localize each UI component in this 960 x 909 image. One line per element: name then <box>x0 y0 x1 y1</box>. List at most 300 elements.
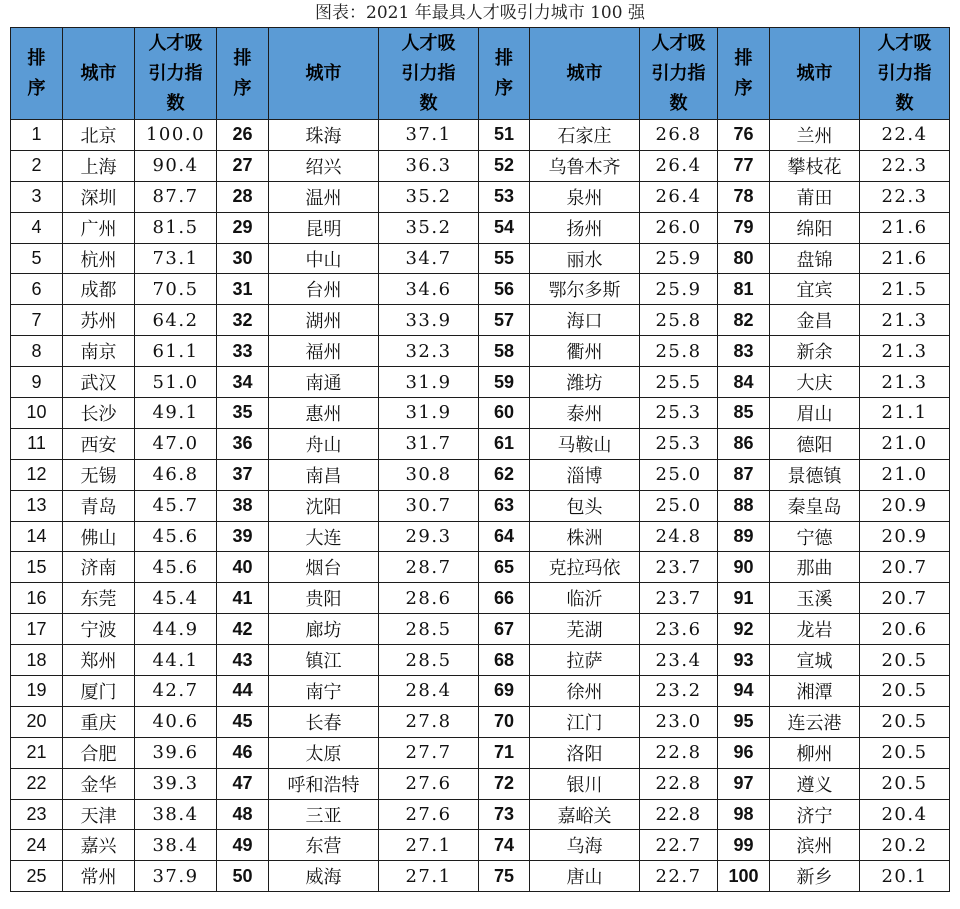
index-cell: 23.6 <box>640 614 718 645</box>
rank-cell: 49 <box>217 830 269 861</box>
city-cell: 泰州 <box>530 398 640 429</box>
rank-cell: 29 <box>217 212 269 243</box>
city-cell: 三亚 <box>269 799 379 830</box>
index-cell: 38.4 <box>135 799 217 830</box>
index-cell: 28.6 <box>379 583 479 614</box>
index-cell: 25.0 <box>640 490 718 521</box>
rank-cell: 84 <box>718 367 770 398</box>
city-cell: 舟山 <box>269 428 379 459</box>
rank-cell: 55 <box>479 243 530 274</box>
table-row <box>11 583 950 614</box>
index-cell: 33.9 <box>379 305 479 336</box>
city-cell: 银川 <box>530 768 640 799</box>
index-cell: 40.6 <box>135 706 217 737</box>
rank-cell: 53 <box>479 181 530 212</box>
city-cell: 潍坊 <box>530 367 640 398</box>
index-cell: 31.9 <box>379 367 479 398</box>
rank-cell: 15 <box>11 552 63 583</box>
city-cell: 太原 <box>269 737 379 768</box>
rank-cell: 67 <box>479 614 530 645</box>
index-cell: 45.6 <box>135 552 217 583</box>
table-row <box>11 336 950 367</box>
rank-cell: 87 <box>718 459 770 490</box>
city-cell: 南京 <box>63 336 135 367</box>
city-cell: 厦门 <box>63 676 135 707</box>
index-cell: 29.3 <box>379 521 479 552</box>
index-cell: 35.2 <box>379 181 479 212</box>
index-cell: 28.4 <box>379 676 479 707</box>
index-cell: 20.5 <box>860 706 950 737</box>
rank-cell: 6 <box>11 274 63 305</box>
rank-cell: 3 <box>11 181 63 212</box>
header-row <box>11 28 950 120</box>
index-cell: 73.1 <box>135 243 217 274</box>
rank-cell: 2 <box>11 150 63 181</box>
index-cell: 20.6 <box>860 614 950 645</box>
table-row <box>11 367 950 398</box>
index-cell: 25.8 <box>640 336 718 367</box>
rank-cell: 81 <box>718 274 770 305</box>
city-cell: 新余 <box>770 336 860 367</box>
rank-cell: 33 <box>217 336 269 367</box>
index-cell: 36.3 <box>379 150 479 181</box>
city-cell: 佛山 <box>63 521 135 552</box>
rank-cell: 100 <box>718 861 770 892</box>
city-cell: 常州 <box>63 861 135 892</box>
table-row <box>11 799 950 830</box>
rank-cell: 5 <box>11 243 63 274</box>
city-cell: 郑州 <box>63 645 135 676</box>
rank-cell: 54 <box>479 212 530 243</box>
index-cell: 21.3 <box>860 305 950 336</box>
index-cell: 100.0 <box>135 120 217 151</box>
rank-cell: 93 <box>718 645 770 676</box>
city-cell: 贵阳 <box>269 583 379 614</box>
city-cell: 眉山 <box>770 398 860 429</box>
city-cell: 绍兴 <box>269 150 379 181</box>
city-cell: 嘉峪关 <box>530 799 640 830</box>
index-cell: 20.1 <box>860 861 950 892</box>
rank-cell: 58 <box>479 336 530 367</box>
index-cell: 24.8 <box>640 521 718 552</box>
rank-cell: 80 <box>718 243 770 274</box>
index-cell: 22.8 <box>640 799 718 830</box>
city-cell: 乌海 <box>530 830 640 861</box>
rank-cell: 75 <box>479 861 530 892</box>
index-cell: 39.3 <box>135 768 217 799</box>
city-cell: 长春 <box>269 706 379 737</box>
rank-cell: 22 <box>11 768 63 799</box>
table-row <box>11 490 950 521</box>
rank-cell: 21 <box>11 737 63 768</box>
index-cell: 25.9 <box>640 274 718 305</box>
index-cell: 25.5 <box>640 367 718 398</box>
city-cell: 台州 <box>269 274 379 305</box>
city-cell: 合肥 <box>63 737 135 768</box>
index-cell: 46.8 <box>135 459 217 490</box>
index-cell: 25.8 <box>640 305 718 336</box>
index-cell: 20.7 <box>860 583 950 614</box>
city-cell: 大连 <box>269 521 379 552</box>
index-cell: 30.7 <box>379 490 479 521</box>
table-row <box>11 305 950 336</box>
index-cell: 26.4 <box>640 181 718 212</box>
rank-cell: 82 <box>718 305 770 336</box>
rank-cell: 71 <box>479 737 530 768</box>
index-cell: 45.6 <box>135 521 217 552</box>
city-cell: 苏州 <box>63 305 135 336</box>
city-cell: 北京 <box>63 120 135 151</box>
header-index: 人才吸引力指数 <box>860 28 950 120</box>
city-cell: 遵义 <box>770 768 860 799</box>
rank-cell: 16 <box>11 583 63 614</box>
city-cell: 拉萨 <box>530 645 640 676</box>
rank-cell: 85 <box>718 398 770 429</box>
rank-cell: 17 <box>11 614 63 645</box>
city-cell: 昆明 <box>269 212 379 243</box>
city-cell: 秦皇岛 <box>770 490 860 521</box>
rank-cell: 28 <box>217 181 269 212</box>
rank-cell: 32 <box>217 305 269 336</box>
index-cell: 22.3 <box>860 150 950 181</box>
index-cell: 38.4 <box>135 830 217 861</box>
rank-cell: 20 <box>11 706 63 737</box>
index-cell: 23.7 <box>640 552 718 583</box>
rank-cell: 45 <box>217 706 269 737</box>
rank-cell: 62 <box>479 459 530 490</box>
rank-cell: 98 <box>718 799 770 830</box>
city-cell: 深圳 <box>63 181 135 212</box>
rank-cell: 64 <box>479 521 530 552</box>
index-cell: 31.9 <box>379 398 479 429</box>
index-cell: 25.0 <box>640 459 718 490</box>
index-cell: 39.6 <box>135 737 217 768</box>
city-cell: 无锡 <box>63 459 135 490</box>
rank-cell: 76 <box>718 120 770 151</box>
index-cell: 31.7 <box>379 428 479 459</box>
index-cell: 27.6 <box>379 768 479 799</box>
header-index: 人才吸引力指数 <box>135 28 217 120</box>
table-row <box>11 243 950 274</box>
header-index: 人才吸引力指数 <box>379 28 479 120</box>
city-cell: 德阳 <box>770 428 860 459</box>
rank-cell: 90 <box>718 552 770 583</box>
index-cell: 20.5 <box>860 737 950 768</box>
header-rank: 排序 <box>11 28 63 120</box>
index-cell: 27.1 <box>379 861 479 892</box>
city-cell: 青岛 <box>63 490 135 521</box>
rank-cell: 92 <box>718 614 770 645</box>
city-cell: 武汉 <box>63 367 135 398</box>
rank-cell: 57 <box>479 305 530 336</box>
rank-cell: 52 <box>479 150 530 181</box>
rank-cell: 51 <box>479 120 530 151</box>
header-rank: 排序 <box>217 28 269 120</box>
rank-cell: 60 <box>479 398 530 429</box>
index-cell: 44.9 <box>135 614 217 645</box>
rank-cell: 70 <box>479 706 530 737</box>
rank-cell: 48 <box>217 799 269 830</box>
rank-cell: 9 <box>11 367 63 398</box>
city-cell: 淄博 <box>530 459 640 490</box>
city-cell: 湖州 <box>269 305 379 336</box>
index-cell: 27.1 <box>379 830 479 861</box>
header-index: 人才吸引力指数 <box>640 28 718 120</box>
index-cell: 25.9 <box>640 243 718 274</box>
index-cell: 27.7 <box>379 737 479 768</box>
index-cell: 28.5 <box>379 645 479 676</box>
rank-cell: 38 <box>217 490 269 521</box>
table-row <box>11 398 950 429</box>
city-cell: 唐山 <box>530 861 640 892</box>
city-cell: 临沂 <box>530 583 640 614</box>
rank-cell: 79 <box>718 212 770 243</box>
rank-cell: 31 <box>217 274 269 305</box>
index-cell: 34.6 <box>379 274 479 305</box>
city-cell: 宁波 <box>63 614 135 645</box>
rank-cell: 86 <box>718 428 770 459</box>
index-cell: 21.6 <box>860 212 950 243</box>
city-cell: 龙岩 <box>770 614 860 645</box>
index-cell: 64.2 <box>135 305 217 336</box>
rank-cell: 27 <box>217 150 269 181</box>
index-cell: 20.5 <box>860 768 950 799</box>
index-cell: 20.9 <box>860 521 950 552</box>
rank-cell: 4 <box>11 212 63 243</box>
city-cell: 广州 <box>63 212 135 243</box>
index-cell: 23.2 <box>640 676 718 707</box>
table-row <box>11 150 950 181</box>
index-cell: 28.5 <box>379 614 479 645</box>
city-cell: 乌鲁木齐 <box>530 150 640 181</box>
rank-cell: 25 <box>11 861 63 892</box>
city-cell: 东莞 <box>63 583 135 614</box>
index-cell: 47.0 <box>135 428 217 459</box>
city-cell: 盘锦 <box>770 243 860 274</box>
city-cell: 南通 <box>269 367 379 398</box>
rank-cell: 18 <box>11 645 63 676</box>
rank-cell: 13 <box>11 490 63 521</box>
rank-cell: 72 <box>479 768 530 799</box>
table-row <box>11 428 950 459</box>
city-cell: 株洲 <box>530 521 640 552</box>
rank-cell: 61 <box>479 428 530 459</box>
index-cell: 87.7 <box>135 181 217 212</box>
rank-cell: 63 <box>479 490 530 521</box>
index-cell: 22.8 <box>640 737 718 768</box>
table-row <box>11 274 950 305</box>
index-cell: 27.6 <box>379 799 479 830</box>
city-cell: 烟台 <box>269 552 379 583</box>
table-row <box>11 459 950 490</box>
rank-cell: 73 <box>479 799 530 830</box>
rank-cell: 19 <box>11 676 63 707</box>
index-cell: 21.0 <box>860 459 950 490</box>
rank-cell: 43 <box>217 645 269 676</box>
index-cell: 32.3 <box>379 336 479 367</box>
table-row <box>11 706 950 737</box>
city-cell: 泉州 <box>530 181 640 212</box>
rank-cell: 14 <box>11 521 63 552</box>
rank-cell: 44 <box>217 676 269 707</box>
city-cell: 西安 <box>63 428 135 459</box>
index-cell: 45.7 <box>135 490 217 521</box>
table-row <box>11 181 950 212</box>
city-cell: 湘潭 <box>770 676 860 707</box>
city-cell: 金华 <box>63 768 135 799</box>
city-cell: 克拉玛依 <box>530 552 640 583</box>
header-city: 城市 <box>530 28 640 120</box>
index-cell: 20.7 <box>860 552 950 583</box>
rank-cell: 50 <box>217 861 269 892</box>
index-cell: 22.4 <box>860 120 950 151</box>
rank-cell: 88 <box>718 490 770 521</box>
index-cell: 45.4 <box>135 583 217 614</box>
index-cell: 49.1 <box>135 398 217 429</box>
rank-cell: 30 <box>217 243 269 274</box>
rank-cell: 65 <box>479 552 530 583</box>
city-cell: 绵阳 <box>770 212 860 243</box>
header-city: 城市 <box>63 28 135 120</box>
rank-cell: 77 <box>718 150 770 181</box>
city-cell: 宁德 <box>770 521 860 552</box>
city-cell: 天津 <box>63 799 135 830</box>
index-cell: 25.3 <box>640 398 718 429</box>
city-cell: 南昌 <box>269 459 379 490</box>
index-cell: 20.2 <box>860 830 950 861</box>
city-cell: 呼和浩特 <box>269 768 379 799</box>
header-rank: 排序 <box>718 28 770 120</box>
table-row <box>11 552 950 583</box>
rank-cell: 66 <box>479 583 530 614</box>
city-cell: 连云港 <box>770 706 860 737</box>
rank-cell: 1 <box>11 120 63 151</box>
rank-cell: 7 <box>11 305 63 336</box>
city-cell: 新乡 <box>770 861 860 892</box>
table-row <box>11 120 950 151</box>
rank-cell: 99 <box>718 830 770 861</box>
index-cell: 21.3 <box>860 336 950 367</box>
table-caption: 图表：2021 年最具人才吸引力城市 100 强 <box>315 3 645 23</box>
index-cell: 28.7 <box>379 552 479 583</box>
city-cell: 金昌 <box>770 305 860 336</box>
index-cell: 37.1 <box>379 120 479 151</box>
rank-cell: 96 <box>718 737 770 768</box>
rank-cell: 35 <box>217 398 269 429</box>
city-cell: 廊坊 <box>269 614 379 645</box>
city-cell: 济宁 <box>770 799 860 830</box>
index-cell: 23.7 <box>640 583 718 614</box>
table-row <box>11 768 950 799</box>
rank-cell: 95 <box>718 706 770 737</box>
rank-cell: 12 <box>11 459 63 490</box>
index-cell: 21.1 <box>860 398 950 429</box>
city-cell: 徐州 <box>530 676 640 707</box>
rank-cell: 41 <box>217 583 269 614</box>
city-cell: 沈阳 <box>269 490 379 521</box>
rank-cell: 34 <box>217 367 269 398</box>
table-row <box>11 676 950 707</box>
city-cell: 丽水 <box>530 243 640 274</box>
city-cell: 包头 <box>530 490 640 521</box>
city-cell: 柳州 <box>770 737 860 768</box>
rank-cell: 10 <box>11 398 63 429</box>
index-cell: 27.8 <box>379 706 479 737</box>
index-cell: 90.4 <box>135 150 217 181</box>
rank-cell: 78 <box>718 181 770 212</box>
index-cell: 26.8 <box>640 120 718 151</box>
city-cell: 重庆 <box>63 706 135 737</box>
index-cell: 70.5 <box>135 274 217 305</box>
rank-cell: 23 <box>11 799 63 830</box>
rank-cell: 94 <box>718 676 770 707</box>
rank-cell: 47 <box>217 768 269 799</box>
rank-cell: 26 <box>217 120 269 151</box>
index-cell: 21.5 <box>860 274 950 305</box>
city-cell: 景德镇 <box>770 459 860 490</box>
city-cell: 洛阳 <box>530 737 640 768</box>
city-ranking-table <box>10 27 950 892</box>
index-cell: 30.8 <box>379 459 479 490</box>
table-row <box>11 614 950 645</box>
rank-cell: 91 <box>718 583 770 614</box>
index-cell: 20.9 <box>860 490 950 521</box>
header-city: 城市 <box>770 28 860 120</box>
index-cell: 22.8 <box>640 768 718 799</box>
index-cell: 42.7 <box>135 676 217 707</box>
rank-cell: 89 <box>718 521 770 552</box>
city-cell: 那曲 <box>770 552 860 583</box>
city-cell: 鄂尔多斯 <box>530 274 640 305</box>
rank-cell: 11 <box>11 428 63 459</box>
header-city: 城市 <box>269 28 379 120</box>
rank-cell: 42 <box>217 614 269 645</box>
rank-cell: 74 <box>479 830 530 861</box>
city-cell: 温州 <box>269 181 379 212</box>
city-cell: 芜湖 <box>530 614 640 645</box>
city-cell: 成都 <box>63 274 135 305</box>
rank-cell: 69 <box>479 676 530 707</box>
table-row <box>11 645 950 676</box>
city-cell: 宣城 <box>770 645 860 676</box>
index-cell: 35.2 <box>379 212 479 243</box>
city-cell: 长沙 <box>63 398 135 429</box>
city-cell: 福州 <box>269 336 379 367</box>
city-cell: 东营 <box>269 830 379 861</box>
city-cell: 玉溪 <box>770 583 860 614</box>
table-row <box>11 830 950 861</box>
city-cell: 兰州 <box>770 120 860 151</box>
table-body <box>11 120 950 892</box>
index-cell: 22.7 <box>640 830 718 861</box>
rank-cell: 46 <box>217 737 269 768</box>
table-row <box>11 737 950 768</box>
index-cell: 81.5 <box>135 212 217 243</box>
city-cell: 江门 <box>530 706 640 737</box>
city-cell: 上海 <box>63 150 135 181</box>
city-cell: 中山 <box>269 243 379 274</box>
city-cell: 宜宾 <box>770 274 860 305</box>
rank-cell: 97 <box>718 768 770 799</box>
index-cell: 20.5 <box>860 676 950 707</box>
city-cell: 惠州 <box>269 398 379 429</box>
rank-cell: 56 <box>479 274 530 305</box>
table-row <box>11 861 950 892</box>
city-cell: 石家庄 <box>530 120 640 151</box>
index-cell: 61.1 <box>135 336 217 367</box>
index-cell: 51.0 <box>135 367 217 398</box>
index-cell: 21.6 <box>860 243 950 274</box>
